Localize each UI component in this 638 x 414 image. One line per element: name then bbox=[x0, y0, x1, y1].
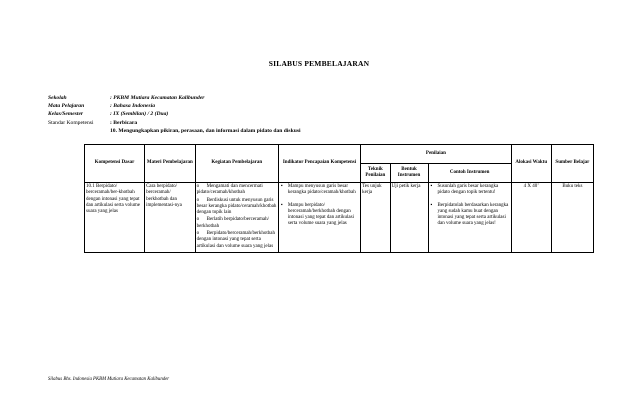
standar-kompetensi-detail: 10. Mengungkapkan pikiran, perasaan, dan informasi dalam pidato dan diskusi bbox=[110, 127, 301, 134]
indikator-item: ▪ Mampu menyusun garis besar kerangka pidato/ceramah/khotbah bbox=[288, 184, 359, 197]
table-row bbox=[85, 183, 594, 253]
header-kompetensi-dasar: Kompetensi Dasar bbox=[85, 145, 145, 183]
cell-sumber: Buku teks bbox=[551, 183, 593, 253]
contoh-item: ▪ Berpidatolah berdasarkan kerangka yang sudah kamu buat dengan intonasi yang tepat serta artikulasi dan volume suara yang jelas! bbox=[438, 203, 510, 228]
circle-bullet-icon: o bbox=[196, 184, 200, 189]
indikator-item: ▪ Mampu berpidato/ berceramah/berkhotbah dengan intonasi yang tepat dan artikulasi serta volume suara yang jelas bbox=[288, 203, 359, 228]
kegiatan-item bbox=[197, 198, 277, 217]
cell-kegiatan bbox=[195, 183, 278, 253]
meta-row-sekolah bbox=[48, 94, 301, 102]
header-sumber: Sumber Belajar bbox=[551, 145, 593, 183]
circle-bullet-icon: o bbox=[196, 217, 200, 223]
header-alokasi: Alokasi Waktu bbox=[511, 145, 551, 183]
meta-value: : IX (Sembilan) / 2 (Dua) bbox=[110, 111, 169, 118]
header-kegiatan: Kegiatan Pembelajaran bbox=[195, 145, 278, 183]
kegiatan-item bbox=[197, 184, 277, 197]
header-penilaian: Penilaian bbox=[361, 145, 512, 164]
header-bentuk: Bentuk Instrumen bbox=[390, 164, 428, 183]
document-title: SILABUS PEMBELAJARAN bbox=[268, 59, 370, 68]
meta-row-kelas bbox=[48, 110, 301, 118]
header-contoh: Contoh Instrumen bbox=[428, 164, 511, 183]
kegiatan-text: Berlatih berpidato/berceramah/ berkhotbah bbox=[196, 217, 269, 229]
syllabus-table bbox=[84, 144, 594, 253]
meta-label: Mata Pelajaran bbox=[48, 103, 85, 110]
contoh-item: ▪ Susunlah garis besar kerangka pidato dengan topik tertentu! bbox=[438, 184, 510, 197]
header-materi: Materi Pembelajaran bbox=[145, 145, 196, 183]
kegiatan-text: Mengamati dan mencermati pidato/ceramah/khotbah bbox=[196, 184, 263, 196]
meta-value: : Bahasa Indonesia bbox=[110, 103, 156, 110]
cell-contoh bbox=[428, 183, 511, 253]
cell-materi: Cara berpidato/ berceramah/ berkhotbah dan implementasi-nya bbox=[145, 183, 196, 253]
cell-teknik: Tes unjuk kerja bbox=[361, 183, 391, 253]
header-teknik: Teknik Penilaian bbox=[361, 164, 391, 183]
page-footer: Silabus Bhs. Indonesia PKBM Mutiara Kecamatan Kalibunder bbox=[48, 377, 170, 382]
kegiatan-text: Berpidato/berceramah/berkhotbah dengan intonasi yang tepat serta artikulasi dan volume suara yang jelas bbox=[196, 231, 275, 249]
meta-value: : Berbicara bbox=[110, 119, 138, 126]
circle-bullet-icon: o bbox=[196, 197, 200, 203]
circle-bullet-icon: o bbox=[196, 231, 200, 237]
cell-bentuk: Uji petik kerja bbox=[390, 183, 428, 253]
cell-indikator bbox=[278, 183, 360, 253]
kegiatan-item bbox=[197, 231, 277, 250]
meta-label: Sekolah bbox=[48, 95, 67, 101]
meta-value: : PKBM Mutiara Kecamatan Kalibunder bbox=[110, 95, 205, 101]
meta-label: Kelas/Semester bbox=[48, 111, 84, 118]
meta-block bbox=[48, 94, 301, 135]
cell-alokasi: 4 X 40’ bbox=[511, 183, 551, 253]
kegiatan-text: Berdiskusi untuk menyusun garis besar kerangka pidato/ceramah/khotbah dengan topik lain bbox=[196, 197, 277, 216]
cell-kompetensi-dasar: 10.1 Berpidato/ berceramah/ber-khotbah dengan intonasi yang tepat dan artikulasi serta volume suara yang jelas bbox=[85, 183, 145, 253]
meta-row-mapel bbox=[48, 102, 301, 110]
meta-label: Standar Kompetensi bbox=[48, 119, 94, 126]
kegiatan-item bbox=[197, 217, 277, 230]
meta-row-standar bbox=[48, 119, 301, 127]
header-indikator: Indikator Pencapaian Kompetensi bbox=[278, 145, 360, 183]
